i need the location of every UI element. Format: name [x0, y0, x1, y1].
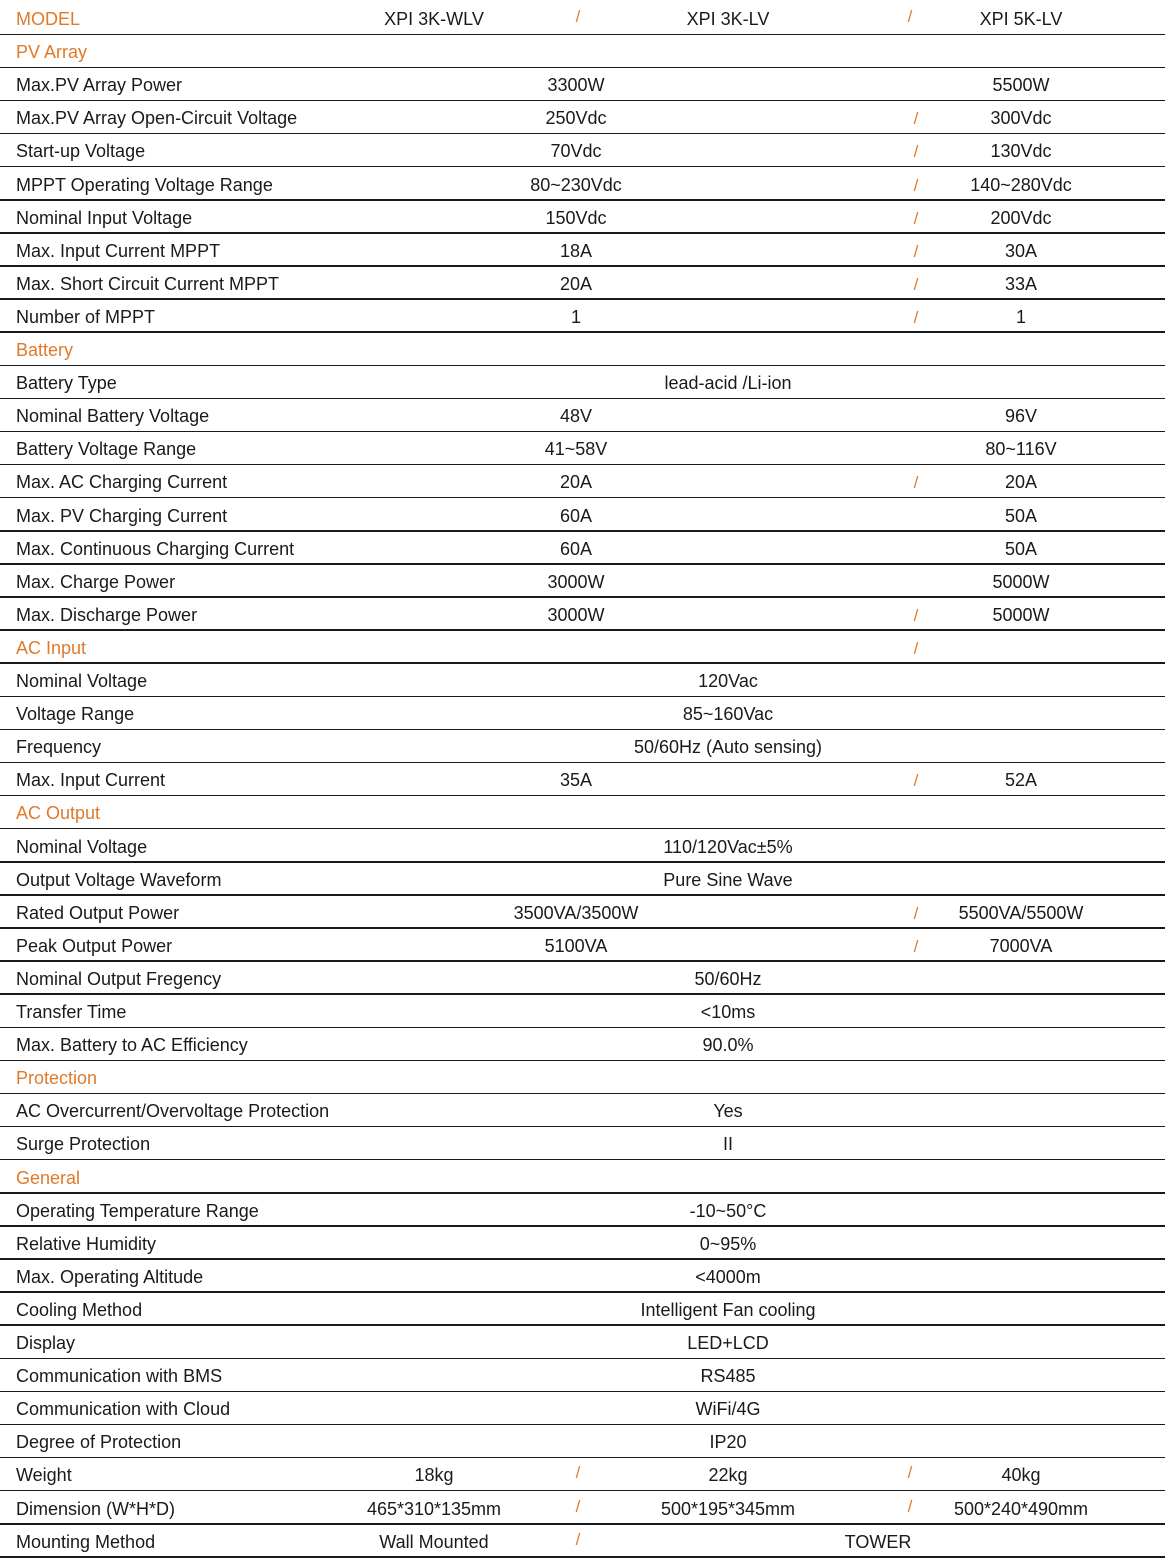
slash-separator: / — [575, 1529, 581, 1549]
spec-label: Number of MPPT — [16, 306, 156, 327]
spec-label: Nominal Voltage — [16, 836, 148, 857]
spec-value: 52A — [1004, 770, 1038, 791]
spec-value: RS485 — [700, 1366, 756, 1387]
spec-value: 3500VA/3500W — [513, 902, 639, 923]
spec-label: Display — [16, 1333, 76, 1353]
section-header-row — [0, 796, 1165, 829]
spec-row — [0, 565, 1165, 598]
spec-value: 7000VA — [989, 935, 1053, 956]
spec-value: 130Vdc — [990, 141, 1052, 162]
spec-value: 50A — [1004, 505, 1038, 526]
spec-value: 150Vdc — [545, 207, 607, 228]
spec-value: 500*195*345mm — [660, 1498, 796, 1519]
slash-separator: / — [913, 208, 919, 228]
spec-label: Dimension (W*H*D) — [16, 1498, 176, 1519]
spec-row — [0, 863, 1165, 896]
spec-row — [0, 1127, 1165, 1160]
section-header-row — [0, 1161, 1165, 1194]
spec-value: Yes — [713, 1101, 743, 1122]
spec-value: 250Vdc — [545, 108, 607, 129]
spec-label: Cooling Method — [16, 1299, 143, 1320]
spec-row — [0, 366, 1165, 399]
section-title: Protection — [16, 1068, 98, 1089]
spec-value: 96V — [1004, 406, 1038, 427]
spec-value: XPI 3K-WLV — [384, 9, 484, 29]
section-header-row — [0, 2, 1165, 35]
spec-value: WiFi/4G — [695, 1399, 761, 1420]
slash-separator: / — [913, 605, 919, 625]
spec-row — [0, 201, 1165, 234]
spec-row — [0, 1492, 1165, 1525]
spec-label: Rated Output Power — [16, 902, 180, 923]
spec-label: Communication with BMS — [16, 1366, 223, 1387]
spec-label: Voltage Range — [16, 704, 135, 725]
spec-row — [0, 465, 1165, 498]
spec-value: 1 — [570, 306, 582, 327]
slash-separator: / — [913, 903, 919, 923]
spec-value: Wall Mounted — [379, 1531, 489, 1552]
spec-label: Output Voltage Waveform — [16, 869, 222, 890]
spec-value: 3000W — [547, 571, 605, 592]
spec-label: Max.PV Array Open-Circuit Voltage — [16, 108, 298, 129]
slash-separator: / — [575, 1463, 581, 1483]
spec-label: Max. Discharge Power — [16, 604, 198, 625]
slash-separator: / — [913, 142, 919, 162]
spec-value: 50/60Hz — [694, 968, 762, 989]
spec-label: Nominal Input Voltage — [16, 207, 193, 228]
spec-label: Max.PV Array Power — [16, 75, 183, 96]
spec-value: 0~95% — [699, 1233, 757, 1254]
spec-label: Max. PV Charging Current — [16, 505, 228, 526]
spec-value: 60A — [559, 538, 593, 559]
spec-row — [0, 730, 1165, 763]
spec-value: XPI 3K-LV — [686, 9, 770, 29]
section-header-row — [0, 35, 1165, 68]
spec-value: 5500VA/5500W — [958, 902, 1084, 923]
spec-row — [0, 1293, 1165, 1326]
spec-value: 5000W — [992, 604, 1050, 625]
slash-separator: / — [913, 307, 919, 327]
spec-value: 80~116V — [985, 439, 1057, 460]
spec-label: Transfer Time — [16, 1002, 127, 1022]
slash-separator: / — [913, 109, 919, 129]
spec-row — [0, 1425, 1165, 1458]
section-title: AC Output — [16, 803, 101, 824]
spec-label: Degree of Protection — [16, 1432, 182, 1453]
spec-label: Max. AC Charging Current — [16, 472, 228, 493]
spec-label: MPPT Operating Voltage Range — [16, 174, 273, 195]
spec-label: Nominal Battery Voltage — [16, 406, 210, 427]
spec-row — [0, 499, 1165, 532]
spec-row — [0, 830, 1165, 863]
spec-label: Battery Voltage Range — [16, 439, 197, 460]
spec-label: AC Overcurrent/Overvoltage Protection — [16, 1101, 330, 1122]
slash-separator: / — [907, 1463, 913, 1483]
spec-value: -10~50°C — [689, 1200, 767, 1221]
spec-row — [0, 1094, 1165, 1127]
spec-label: Max. Charge Power — [16, 571, 176, 592]
spec-row — [0, 598, 1165, 631]
slash-separator: / — [913, 771, 919, 791]
spec-value: IP20 — [709, 1432, 747, 1453]
spec-value: 41~58V — [544, 439, 608, 460]
section-title: Battery — [16, 340, 74, 360]
spec-value: 300Vdc — [990, 108, 1052, 129]
spec-value: LED+LCD — [687, 1333, 769, 1353]
spec-label: Relative Humidity — [16, 1233, 157, 1254]
spec-label: Max. Battery to AC Efficiency — [16, 1035, 248, 1056]
spec-label: Max. Continuous Charging Current — [16, 538, 295, 559]
spec-row — [0, 1392, 1165, 1425]
spec-label: Nominal Output Fregency — [16, 968, 222, 989]
section-title: MODEL — [16, 9, 81, 29]
spec-label: Surge Protection — [16, 1134, 151, 1155]
spec-label: Battery Type — [16, 373, 117, 394]
spec-value: 30A — [1004, 240, 1038, 261]
spec-row — [0, 1525, 1165, 1558]
spec-row — [0, 929, 1165, 962]
slash-separator: / — [913, 638, 919, 658]
spec-value: 40kg — [1001, 1465, 1041, 1486]
section-title: AC Input — [16, 637, 87, 658]
spec-value: 85~160Vac — [682, 704, 774, 725]
spec-row — [0, 267, 1165, 300]
spec-value: lead-acid /Li-ion — [664, 373, 792, 394]
spec-value: 5000W — [992, 571, 1050, 592]
section-header-row — [0, 333, 1165, 366]
spec-label: Communication with Cloud — [16, 1399, 231, 1420]
spec-label: Frequency — [16, 737, 102, 758]
spec-value: 35A — [559, 770, 593, 791]
spec-value: 33A — [1004, 273, 1038, 294]
spec-value: 18A — [559, 240, 593, 261]
slash-separator: / — [575, 7, 581, 26]
slash-separator: / — [907, 7, 913, 26]
spec-label: Peak Output Power — [16, 935, 173, 956]
spec-row — [0, 1194, 1165, 1227]
spec-value: <4000m — [695, 1266, 761, 1287]
section-header-row — [0, 631, 1165, 664]
spec-value: Intelligent Fan cooling — [640, 1299, 816, 1320]
spec-row — [0, 168, 1165, 201]
spec-value: 1 — [1015, 306, 1027, 327]
spec-value: 50A — [1004, 538, 1038, 559]
spec-value: 20A — [559, 273, 593, 294]
spec-row — [0, 1359, 1165, 1392]
slash-separator: / — [913, 473, 919, 493]
spec-value: 140~280Vdc — [970, 174, 1072, 195]
spec-row — [0, 995, 1165, 1028]
spec-row — [0, 763, 1165, 796]
spec-value: 18kg — [414, 1465, 454, 1486]
spec-value: 465*310*135mm — [366, 1498, 502, 1519]
spec-row — [0, 1458, 1165, 1491]
spec-value: II — [722, 1134, 734, 1155]
spec-value: 5100VA — [544, 935, 608, 956]
spec-row — [0, 1326, 1165, 1359]
spec-value: 70Vdc — [550, 141, 602, 162]
spec-label: Max. Operating Altitude — [16, 1266, 204, 1287]
spec-row — [0, 432, 1165, 465]
spec-value: 20A — [1004, 472, 1038, 493]
spec-value: 500*240*490mm — [953, 1498, 1089, 1519]
spec-row — [0, 532, 1165, 565]
spec-row — [0, 1227, 1165, 1260]
spec-label: Operating Temperature Range — [16, 1200, 259, 1221]
spec-label: Start-up Voltage — [16, 141, 146, 162]
spec-row — [0, 896, 1165, 929]
spec-value: 3000W — [547, 604, 605, 625]
spec-value: 80~230Vdc — [530, 174, 622, 195]
spec-label: Weight — [16, 1465, 72, 1486]
spec-row — [0, 697, 1165, 730]
spec-row — [0, 399, 1165, 432]
spec-label: Nominal Voltage — [16, 671, 148, 691]
spec-label: Mounting Method — [16, 1531, 156, 1552]
spec-value: 20A — [559, 472, 593, 493]
slash-separator: / — [913, 175, 919, 195]
spec-row — [0, 68, 1165, 101]
spec-row — [0, 664, 1165, 697]
spec-row — [0, 1260, 1165, 1293]
spec-row — [0, 101, 1165, 134]
spec-value: TOWER — [844, 1531, 912, 1552]
slash-separator: / — [907, 1496, 913, 1516]
spec-row — [0, 234, 1165, 267]
spec-value: 120Vac — [698, 671, 758, 691]
spec-value: 3300W — [547, 75, 605, 96]
section-header-row — [0, 1061, 1165, 1094]
spec-row — [0, 134, 1165, 167]
spec-row — [0, 962, 1165, 995]
spec-value: 50/60Hz (Auto sensing) — [633, 737, 823, 758]
slash-separator: / — [575, 1496, 581, 1516]
spec-value: 200Vdc — [990, 207, 1052, 228]
spec-row — [0, 1028, 1165, 1061]
section-title: PV Array — [16, 42, 88, 63]
spec-value: XPI 5K-LV — [979, 9, 1063, 29]
spec-value: <10ms — [700, 1002, 756, 1022]
spec-value: 5500W — [992, 75, 1050, 96]
spec-value: 48V — [559, 406, 593, 427]
spec-label: Max. Short Circuit Current MPPT — [16, 273, 280, 294]
slash-separator: / — [913, 241, 919, 261]
spec-label: Max. Input Current — [16, 770, 166, 791]
spec-value: 90.0% — [702, 1035, 754, 1056]
spec-value: Pure Sine Wave — [663, 869, 793, 890]
slash-separator: / — [913, 936, 919, 956]
spec-value: 60A — [559, 505, 593, 526]
spec-value: 110/120Vac±5% — [663, 836, 793, 857]
section-title: General — [16, 1167, 81, 1188]
spec-label: Max. Input Current MPPT — [16, 240, 221, 261]
spec-value: 22kg — [708, 1465, 748, 1486]
spec-row — [0, 300, 1165, 333]
slash-separator: / — [913, 274, 919, 294]
